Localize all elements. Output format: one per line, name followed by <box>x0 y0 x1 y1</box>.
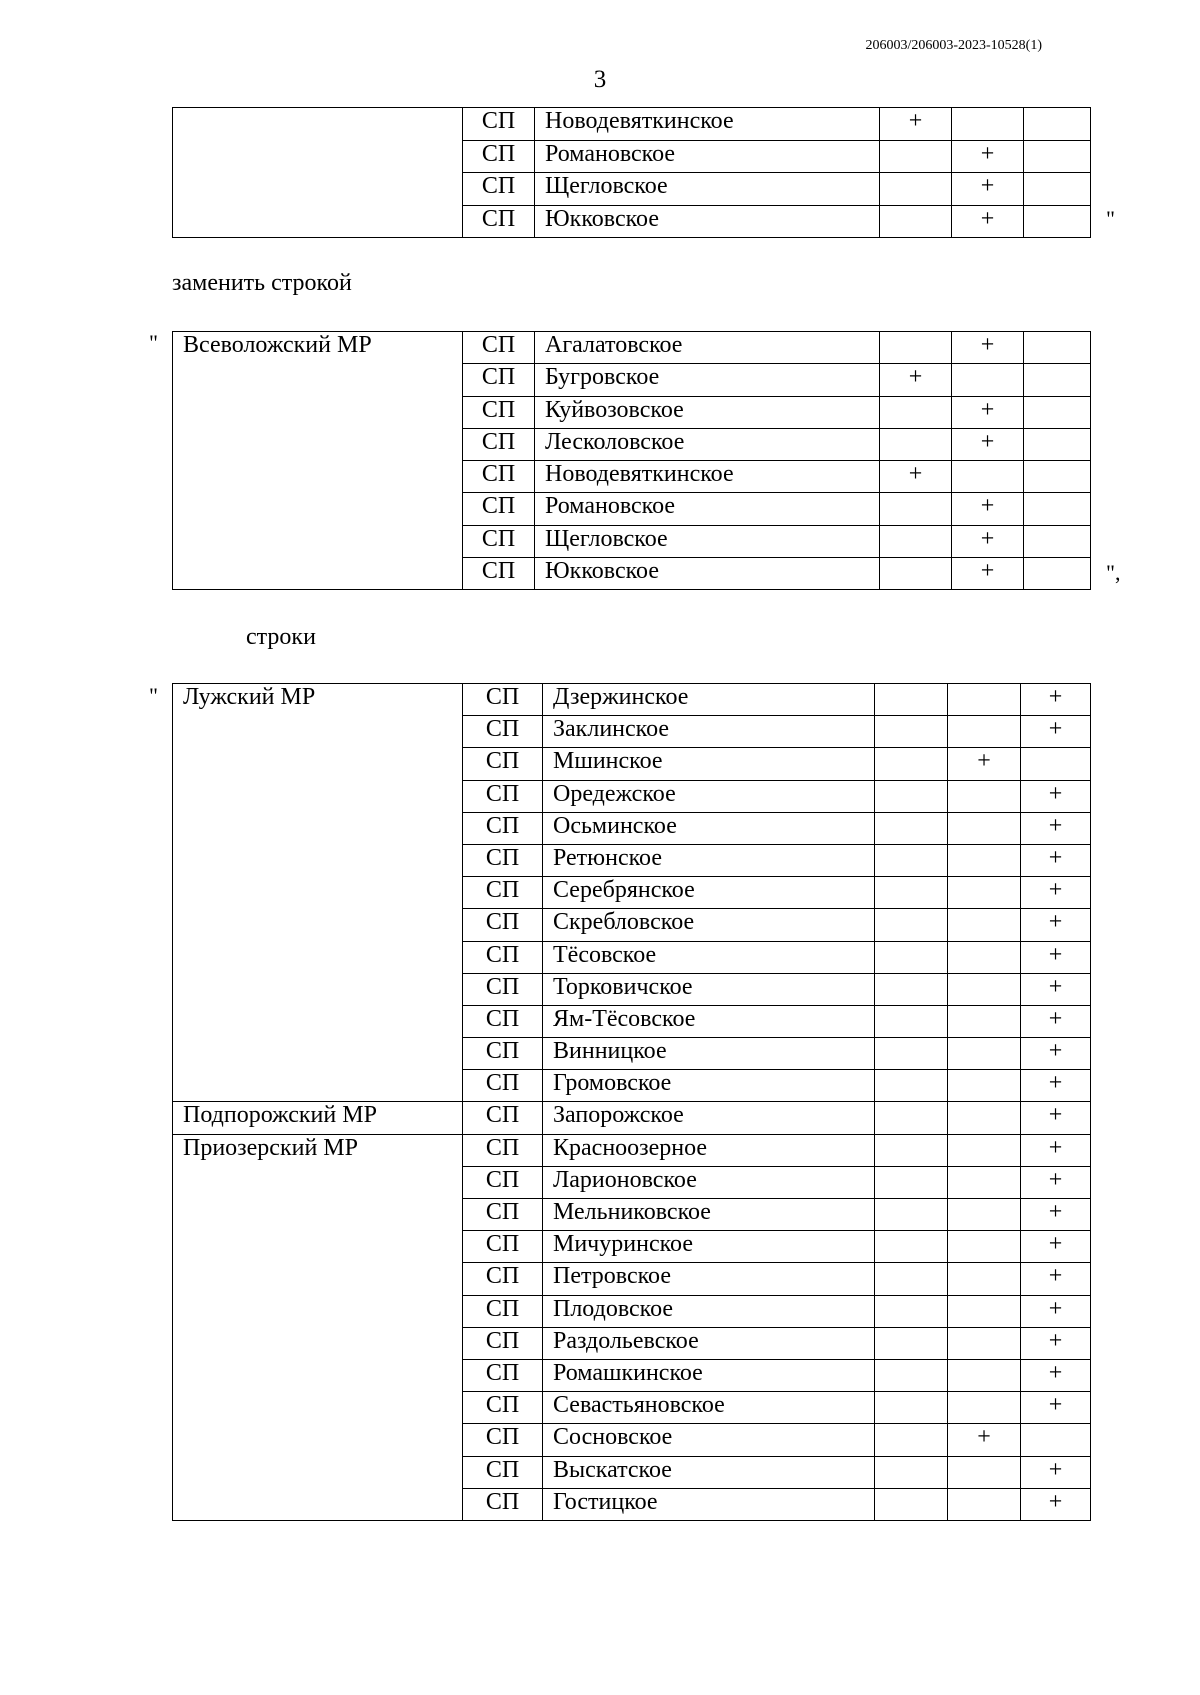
settlement-type-cell: СП <box>463 493 535 525</box>
settlement-type-cell: СП <box>463 877 543 909</box>
mark-cell <box>875 1327 948 1359</box>
mark-cell <box>948 1199 1021 1231</box>
settlement-type-cell: СП <box>463 1327 543 1359</box>
settlement-type-cell: СП <box>463 108 535 141</box>
mark-cell <box>875 1070 948 1102</box>
settlement-type-cell: СП <box>463 364 535 396</box>
settlement-type-cell: СП <box>463 1038 543 1070</box>
settlement-type-cell: СП <box>463 558 535 590</box>
settlement-type-cell: СП <box>463 973 543 1005</box>
mark-cell <box>875 909 948 941</box>
settlement-type-cell: СП <box>463 461 535 493</box>
mark-cell: + <box>952 525 1024 557</box>
settlement-name-cell: Ям-Тёсовское <box>543 1005 875 1037</box>
mark-cell: + <box>952 173 1024 206</box>
mark-cell <box>875 1488 948 1520</box>
mark-cell <box>1024 364 1091 396</box>
settlement-name-cell: Сосновское <box>543 1424 875 1456</box>
mark-cell <box>880 525 952 557</box>
mark-cell: + <box>952 428 1024 460</box>
settlement-name-cell: Щегловское <box>535 173 880 206</box>
settlement-name-cell: Красноозерное <box>543 1134 875 1166</box>
mark-cell: + <box>1021 1359 1091 1391</box>
mark-cell <box>875 1295 948 1327</box>
settlement-type-cell: СП <box>463 941 543 973</box>
settlement-name-cell: Юкковское <box>535 558 880 590</box>
settlement-type-cell: СП <box>463 780 543 812</box>
mark-cell: + <box>1021 973 1091 1005</box>
mark-cell <box>948 1231 1021 1263</box>
mark-cell <box>875 941 948 973</box>
mark-cell: + <box>1021 1456 1091 1488</box>
mark-cell <box>948 1038 1021 1070</box>
settlement-type-cell: СП <box>463 844 543 876</box>
mark-cell <box>952 461 1024 493</box>
mark-cell <box>875 877 948 909</box>
settlement-name-cell: Выскатское <box>543 1456 875 1488</box>
settlement-name-cell: Агалатовское <box>535 332 880 364</box>
mark-cell <box>875 1424 948 1456</box>
closing-quote-1: " <box>1106 206 1115 231</box>
mark-cell: + <box>1021 1488 1091 1520</box>
mark-cell: + <box>1021 1199 1091 1231</box>
mark-cell <box>948 1327 1021 1359</box>
mark-cell: + <box>1021 812 1091 844</box>
settlement-type-cell: СП <box>463 1295 543 1327</box>
mark-cell: + <box>1021 1038 1091 1070</box>
settlement-name-cell: Серебрянское <box>543 877 875 909</box>
settlement-type-cell: СП <box>463 716 543 748</box>
table-row <box>173 332 1091 364</box>
mark-cell <box>1024 428 1091 460</box>
district-cell: Лужский МР <box>173 684 463 1102</box>
mark-cell: + <box>1021 684 1091 716</box>
mark-cell: + <box>1021 716 1091 748</box>
mark-cell <box>875 684 948 716</box>
settlement-name-cell: Романовское <box>535 140 880 173</box>
mark-cell <box>880 396 952 428</box>
settlement-type-cell: СП <box>463 684 543 716</box>
settlement-type-cell: СП <box>463 748 543 780</box>
mark-cell: + <box>1021 1392 1091 1424</box>
mark-cell: + <box>952 205 1024 238</box>
district-cell: Всеволожский МР <box>173 332 463 590</box>
mark-cell <box>880 493 952 525</box>
mark-cell <box>875 812 948 844</box>
table-continued <box>172 107 1091 238</box>
settlement-type-cell: СП <box>463 332 535 364</box>
table-rows <box>172 683 1091 1521</box>
mark-cell <box>875 973 948 1005</box>
settlement-name-cell: Осьминское <box>543 812 875 844</box>
mark-cell: + <box>1021 1231 1091 1263</box>
mark-cell <box>1024 205 1091 238</box>
mark-cell <box>880 332 952 364</box>
mark-cell <box>1021 748 1091 780</box>
mark-cell: + <box>1021 844 1091 876</box>
mark-cell: + <box>1021 877 1091 909</box>
settlement-name-cell: Запорожское <box>543 1102 875 1134</box>
mark-cell <box>948 1166 1021 1198</box>
district-cell: Подпорожский МР <box>173 1102 463 1134</box>
settlement-type-cell: СП <box>463 1359 543 1391</box>
settlement-type-cell: СП <box>463 205 535 238</box>
table-row <box>173 1134 1091 1166</box>
settlement-name-cell: Бугровское <box>535 364 880 396</box>
mark-cell <box>948 812 1021 844</box>
settlement-type-cell: СП <box>463 1199 543 1231</box>
settlement-type-cell: СП <box>463 173 535 206</box>
mark-cell <box>875 1134 948 1166</box>
mark-cell <box>875 780 948 812</box>
replace-instruction: заменить строкой <box>172 270 352 296</box>
mark-cell: + <box>880 108 952 141</box>
table-row <box>173 684 1091 716</box>
mark-cell: + <box>952 140 1024 173</box>
settlement-name-cell: Раздольевское <box>543 1327 875 1359</box>
settlement-name-cell: Ромашкинское <box>543 1359 875 1391</box>
settlement-type-cell: СП <box>463 1263 543 1295</box>
mark-cell <box>948 1359 1021 1391</box>
settlement-name-cell: Новодевяткинское <box>535 461 880 493</box>
settlement-name-cell: Куйвозовское <box>535 396 880 428</box>
page-number: 3 <box>593 66 607 93</box>
settlement-type-cell: СП <box>463 1102 543 1134</box>
mark-cell: + <box>952 493 1024 525</box>
mark-cell: + <box>948 1424 1021 1456</box>
mark-cell: + <box>1021 1005 1091 1037</box>
settlement-name-cell: Оредежское <box>543 780 875 812</box>
mark-cell <box>1024 332 1091 364</box>
table-row <box>173 108 1091 141</box>
settlement-name-cell: Юкковское <box>535 205 880 238</box>
settlement-type-cell: СП <box>463 1392 543 1424</box>
settlement-name-cell: Торковичское <box>543 973 875 1005</box>
settlement-type-cell: СП <box>463 428 535 460</box>
settlement-name-cell: Громовское <box>543 1070 875 1102</box>
settlement-name-cell: Ретюнское <box>543 844 875 876</box>
document-id: 206003/206003-2023-10528(1) <box>865 38 1042 53</box>
mark-cell <box>948 780 1021 812</box>
mark-cell <box>875 1102 948 1134</box>
settlement-type-cell: СП <box>463 812 543 844</box>
rows-label: строки <box>246 624 316 650</box>
mark-cell <box>880 205 952 238</box>
settlement-name-cell: Севастьяновское <box>543 1392 875 1424</box>
mark-cell <box>1024 558 1091 590</box>
settlement-name-cell: Новодевяткинское <box>535 108 880 141</box>
mark-cell <box>948 1295 1021 1327</box>
mark-cell <box>952 364 1024 396</box>
district-cell <box>173 108 463 238</box>
mark-cell <box>1024 140 1091 173</box>
settlement-name-cell: Дзержинское <box>543 684 875 716</box>
mark-cell <box>1024 173 1091 206</box>
mark-cell <box>875 1359 948 1391</box>
settlement-name-cell: Романовское <box>535 493 880 525</box>
mark-cell <box>948 877 1021 909</box>
mark-cell <box>875 1456 948 1488</box>
settlement-type-cell: СП <box>463 1231 543 1263</box>
mark-cell <box>1021 1424 1091 1456</box>
settlement-type-cell: СП <box>463 525 535 557</box>
settlement-type-cell: СП <box>463 1134 543 1166</box>
table-replacement <box>172 331 1091 590</box>
mark-cell: + <box>1021 1102 1091 1134</box>
mark-cell <box>1024 493 1091 525</box>
mark-cell: + <box>948 748 1021 780</box>
opening-quote-3: " <box>149 683 158 708</box>
mark-cell <box>875 1038 948 1070</box>
settlement-type-cell: СП <box>463 909 543 941</box>
settlement-name-cell: Скребловское <box>543 909 875 941</box>
mark-cell <box>948 1456 1021 1488</box>
settlement-name-cell: Гостицкое <box>543 1488 875 1520</box>
settlement-name-cell: Мичуринское <box>543 1231 875 1263</box>
settlement-type-cell: СП <box>463 1488 543 1520</box>
mark-cell <box>1024 396 1091 428</box>
settlement-type-cell: СП <box>463 1424 543 1456</box>
table-row <box>173 1102 1091 1134</box>
mark-cell <box>875 1231 948 1263</box>
settlement-name-cell: Винницкое <box>543 1038 875 1070</box>
settlement-name-cell: Заклинское <box>543 716 875 748</box>
mark-cell <box>952 108 1024 141</box>
mark-cell <box>875 1166 948 1198</box>
mark-cell <box>948 1070 1021 1102</box>
settlement-name-cell: Тёсовское <box>543 941 875 973</box>
mark-cell <box>948 1263 1021 1295</box>
mark-cell <box>880 558 952 590</box>
mark-cell <box>948 1392 1021 1424</box>
settlement-type-cell: СП <box>463 1456 543 1488</box>
settlement-name-cell: Мельниковское <box>543 1199 875 1231</box>
opening-quote-2: " <box>149 330 158 355</box>
mark-cell <box>948 1005 1021 1037</box>
mark-cell <box>875 1392 948 1424</box>
mark-cell: + <box>1021 1070 1091 1102</box>
settlement-type-cell: СП <box>463 1070 543 1102</box>
mark-cell: + <box>880 461 952 493</box>
settlement-name-cell: Щегловское <box>535 525 880 557</box>
mark-cell: + <box>1021 941 1091 973</box>
settlement-name-cell: Плодовское <box>543 1295 875 1327</box>
mark-cell <box>875 1199 948 1231</box>
mark-cell <box>1024 461 1091 493</box>
district-cell: Приозерский МР <box>173 1134 463 1520</box>
mark-cell <box>948 941 1021 973</box>
mark-cell: + <box>952 332 1024 364</box>
mark-cell <box>948 684 1021 716</box>
settlement-name-cell: Мшинское <box>543 748 875 780</box>
settlement-name-cell: Петровское <box>543 1263 875 1295</box>
mark-cell <box>948 909 1021 941</box>
settlement-type-cell: СП <box>463 140 535 173</box>
mark-cell: + <box>1021 1134 1091 1166</box>
settlement-name-cell: Ларионовское <box>543 1166 875 1198</box>
mark-cell <box>880 173 952 206</box>
mark-cell <box>875 1263 948 1295</box>
mark-cell: + <box>1021 909 1091 941</box>
mark-cell <box>948 1134 1021 1166</box>
mark-cell: + <box>1021 1263 1091 1295</box>
mark-cell <box>948 716 1021 748</box>
mark-cell <box>880 140 952 173</box>
mark-cell: + <box>1021 780 1091 812</box>
mark-cell: + <box>1021 1327 1091 1359</box>
mark-cell: + <box>880 364 952 396</box>
mark-cell <box>1024 108 1091 141</box>
mark-cell <box>875 1005 948 1037</box>
settlement-type-cell: СП <box>463 396 535 428</box>
mark-cell: + <box>952 396 1024 428</box>
mark-cell <box>1024 525 1091 557</box>
mark-cell <box>875 748 948 780</box>
settlement-type-cell: СП <box>463 1166 543 1198</box>
mark-cell <box>948 973 1021 1005</box>
mark-cell <box>948 844 1021 876</box>
mark-cell <box>948 1102 1021 1134</box>
settlement-type-cell: СП <box>463 1005 543 1037</box>
mark-cell <box>875 844 948 876</box>
mark-cell: + <box>1021 1295 1091 1327</box>
mark-cell: + <box>952 558 1024 590</box>
mark-cell: + <box>1021 1166 1091 1198</box>
mark-cell <box>875 716 948 748</box>
settlement-name-cell: Лесколовское <box>535 428 880 460</box>
mark-cell <box>948 1488 1021 1520</box>
mark-cell <box>880 428 952 460</box>
closing-quote-2: ", <box>1106 560 1121 585</box>
